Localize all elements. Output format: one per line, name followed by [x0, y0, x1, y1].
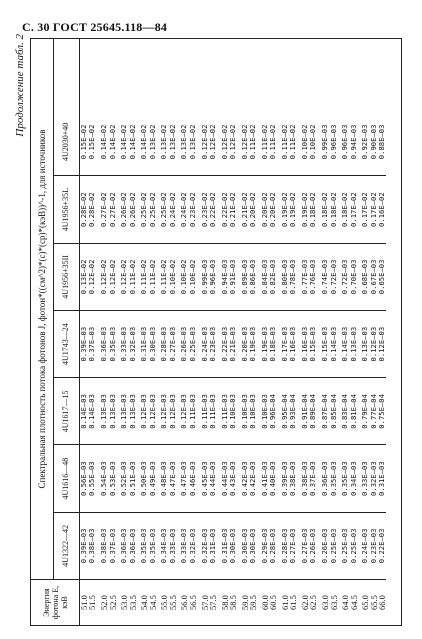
value-cell: 0.10E—03 0.10E—03	[240, 377, 260, 444]
source-header: 4U1956+35L	[53, 176, 79, 243]
value-cell: 0.29E—03 0.28E—03	[260, 512, 280, 579]
table-row	[320, 39, 340, 625]
energy-cell: 61.0 61.5	[280, 579, 300, 625]
value-cell: 0.12E—02 0.11E—02	[119, 243, 139, 310]
value-cell: 0.47E—03 0.46E—03	[179, 445, 199, 512]
value-cell: 0.68E—03 0.67E—03 0.65E—03	[360, 243, 386, 310]
value-cell: 0.11E—03 0.11E—03	[200, 377, 220, 444]
value-cell: 0.89E—03 0.86E—03	[240, 243, 260, 310]
energy-cell: 56.0 56.5	[179, 579, 199, 625]
value-cell: 0.31E—03 0.30E—03	[220, 512, 240, 579]
value-cell: 0.56E—03 0.55E—03	[79, 445, 99, 512]
value-cell: 0.44E—03 0.43E—03	[220, 445, 240, 512]
source-header: 4U1322—42	[53, 512, 79, 579]
table-continuation-label: Продолжение табл. 2	[14, 34, 26, 137]
value-cell: 0.91E—04 0.89E—04	[300, 377, 320, 444]
value-cell: 0.84E—03 0.82E—03	[260, 243, 280, 310]
value-cell: 0.18E—02 0.18E—02	[320, 176, 340, 243]
value-cell: 0.28E—02 0.28E—02	[79, 176, 99, 243]
table-row	[79, 39, 99, 625]
value-cell: 0.16E—03 0.15E—03	[300, 310, 320, 377]
value-cell: 0.17E—03 0.16E—03	[280, 310, 300, 377]
rotated-table-container	[12, 30, 410, 630]
value-cell: 0.12E—02 0.12E—02	[219, 124, 238, 160]
energy-cell: 58.0 58.5	[220, 579, 240, 625]
table-header	[31, 39, 80, 625]
value-cell: 0.12E—02 0.12E—02	[99, 243, 119, 310]
value-cell: 0.12E—02 0.12E—02	[199, 124, 217, 160]
value-cell: 0.12E—02 0.11E—02	[239, 124, 258, 160]
spectral-density-header: Спектральная плотность потока фотонов J, фотон*((см^2)*(с)*(ср)*(кэВ))^-1, для источников	[31, 39, 54, 579]
table-body	[79, 39, 401, 625]
table-row	[119, 39, 139, 625]
value-cell: 0.48E—03 0.47E—03	[159, 445, 179, 512]
value-cell: 0.24E—02 0.23E—02	[179, 176, 199, 243]
value-cell: 0.13E—03 0.12E—03 0.12E—03	[360, 310, 386, 377]
value-cell: 0.13E—02 0.13E—02	[179, 124, 197, 160]
value-cell: 0.87E—04 0.85E—04	[320, 377, 340, 444]
page-header: С. 30 ГОСТ 25645.118—84	[22, 20, 168, 34]
value-cell: 0.22E—02 0.21E—02	[220, 176, 240, 243]
table-row	[260, 39, 280, 625]
value-cell: 0.20E—03 0.19E—03	[240, 310, 260, 377]
source-header: 4U2030+40	[61, 122, 70, 162]
value-cell: 0.14E—03 0.13E—03	[340, 310, 360, 377]
value-cell: 0.19E—02 0.18E—02	[300, 176, 320, 243]
value-cell: 0.14E—03 0.14E—03	[79, 377, 99, 444]
value-cell: 0.15E—03 0.14E—03	[320, 310, 340, 377]
value-cell: 0.10E—02 0.10E—02	[179, 243, 199, 310]
value-cell: 0.92E—03 0.90E—03 0.88E—03	[360, 124, 387, 160]
value-cell: 0.10E—03 0.96E—04	[260, 377, 280, 444]
value-cell: 0.99E—03 0.96E—03	[200, 243, 220, 310]
value-cell: 0.14E—02 0.14E—02	[99, 124, 117, 160]
energy-cell: 55.0 55.5	[159, 579, 179, 625]
value-cell: 0.52E—03 0.51E—03	[119, 445, 139, 512]
value-cell: 0.50E—03 0.49E—03	[139, 445, 159, 512]
value-cell: 0.41E—03 0.40E—03	[260, 445, 280, 512]
value-cell: 0.19E—02 0.19E—02	[280, 176, 300, 243]
value-cell: 0.12E—03 0.11E—03	[179, 377, 199, 444]
value-cell: 0.96E—03 0.94E—03	[340, 124, 358, 160]
value-cell: 0.19E—03 0.18E—03	[260, 310, 280, 377]
value-cell: 0.11E—02 0.11E—02	[259, 124, 278, 160]
value-cell: 0.26E—02 0.26E—02	[119, 176, 139, 243]
energy-cell: 53.0 53.5	[119, 579, 139, 625]
data-table	[30, 38, 402, 626]
energy-cell: 60.0 60.5	[260, 579, 280, 625]
value-cell: 0.28E—03 0.27E—03	[159, 310, 179, 377]
energy-cell: 54.0 54.5	[139, 579, 159, 625]
value-cell: 0.32E—03 0.31E—03	[200, 512, 220, 579]
value-cell: 0.11E—02 0.11E—02	[139, 243, 159, 310]
table-row	[340, 39, 360, 625]
value-cell: 0.25E—02 0.24E—02	[159, 176, 179, 243]
value-cell: 0.39E—03 0.37E—03	[79, 310, 99, 377]
value-cell: 0.80E—03 0.78E—03	[280, 243, 300, 310]
source-header: 4U1743—24	[53, 310, 79, 377]
value-cell: 0.34E—03 0.33E—03	[159, 512, 179, 579]
value-cell: 0.20E—02 0.20E—02	[260, 176, 280, 243]
energy-cell: 51.0 51.5	[79, 579, 99, 625]
value-cell: 0.95E—04 0.93E—04	[280, 377, 300, 444]
value-cell: 0.27E—03 0.26E—03	[300, 512, 320, 579]
value-cell: 0.11E—02 0.11E—02	[279, 124, 298, 160]
value-cell: 0.26E—03 0.25E—03	[320, 512, 340, 579]
energy-cell: 59.0 59.5	[240, 579, 260, 625]
value-cell: 0.17E—02 0.17E—02 0.16E—02	[360, 176, 386, 243]
value-cell: 0.77E—03 0.76E—03	[300, 243, 320, 310]
value-cell: 0.33E—03 0.32E—03	[179, 512, 199, 579]
value-cell: 0.99E—03 0.96E—03	[320, 124, 338, 160]
value-cell: 0.94E—03 0.91E—03	[220, 243, 240, 310]
value-cell: 0.10E—02 0.10E—02	[300, 124, 318, 160]
value-cell: 0.25E—02 0.25E—02	[139, 176, 159, 243]
value-cell: 0.24E—03 0.23E—03 0.22E—03	[360, 512, 386, 579]
value-cell: 0.13E—03 0.13E—03	[119, 377, 139, 444]
value-cell: 0.31E—03 0.30E—03	[139, 310, 159, 377]
value-cell: 0.14E—02 0.13E—02	[139, 124, 157, 160]
table-row	[360, 39, 386, 625]
energy-cell: 63.0 63.5	[320, 579, 340, 625]
value-cell: 0.30E—03 0.30E—03	[240, 512, 260, 579]
value-cell: 0.38E—03 0.37E—03	[300, 445, 320, 512]
table-row	[159, 39, 179, 625]
table-row	[139, 39, 159, 625]
value-cell: 0.25E—03 0.25E—03	[340, 512, 360, 579]
table-row	[99, 39, 119, 625]
value-cell: 0.23E—02 0.22E—02	[200, 176, 220, 243]
value-cell: 0.36E—03 0.36E—03	[119, 512, 139, 579]
value-cell: 0.54E—03 0.53E—03	[99, 445, 119, 512]
value-cell: 0.33E—03 0.32E—03	[119, 310, 139, 377]
value-cell: 0.28E—03 0.27E—03	[280, 512, 300, 579]
value-cell: 0.18E—02 0.17E—02	[340, 176, 360, 243]
value-cell: 0.79E—04 0.77E—04 0.75E—04	[360, 377, 386, 444]
value-cell: 0.42E—03 0.42E—03	[240, 445, 260, 512]
value-cell: 0.39E—03 0.38E—03	[280, 445, 300, 512]
energy-cell: 64.0 64.5	[340, 579, 360, 625]
value-cell: 0.12E—03 0.12E—03	[159, 377, 179, 444]
value-cell: 0.38E—03 0.37E—03	[99, 512, 119, 579]
value-cell: 0.35E—03 0.35E—03	[139, 512, 159, 579]
value-cell: 0.36E—03 0.35E—03	[320, 445, 340, 512]
table-row	[280, 39, 300, 625]
value-cell: 0.12E—03 0.12E—03	[139, 377, 159, 444]
value-cell: 0.74E—03 0.72E—03	[320, 243, 340, 310]
source-header: 4U1956+35II	[53, 243, 79, 310]
energy-column-header: Энергия фотона Е, кэВ	[31, 579, 79, 625]
value-cell: 0.83E—04 0.81E—04	[340, 377, 360, 444]
value-cell: 0.24E—03 0.23E—03	[200, 310, 220, 377]
table-row	[240, 39, 260, 625]
value-cell: 0.11E—03 0.10E—03	[220, 377, 240, 444]
value-cell: 0.11E—02 0.10E—02	[159, 243, 179, 310]
value-cell: 0.15E—02 0.15E—02	[79, 124, 97, 160]
energy-cell: 57.0 57.5	[200, 579, 220, 625]
energy-cell: 52.0 52.5	[99, 579, 119, 625]
energy-cell: 65.0 65.5 66.0	[360, 579, 386, 625]
source-header: 4U1617—15	[53, 377, 79, 444]
value-cell: 0.36E—03 0.35E—03	[99, 310, 119, 377]
table-row	[220, 39, 240, 625]
value-cell: 0.33E—03 0.32E—03 0.31E—03	[360, 445, 386, 512]
value-cell: 0.13E—03 0.13E—03	[99, 377, 119, 444]
value-cell: 0.22E—03 0.21E—03	[220, 310, 240, 377]
value-cell: 0.13E—02 0.12E—02	[79, 243, 99, 310]
source-header: 4U1616—48	[53, 445, 79, 512]
value-cell: 0.27E—02 0.27E—02	[99, 176, 119, 243]
value-cell: 0.39E—03 0.38E—03	[79, 512, 99, 579]
value-cell: 0.72E—03 0.70E—03	[340, 243, 360, 310]
value-cell: 0.13E—02 0.13E—02	[159, 124, 177, 160]
value-cell: 0.45E—03 0.44E—03	[200, 445, 220, 512]
value-cell: 0.26E—03 0.25E—03	[179, 310, 199, 377]
value-cell: 0.21E—02 0.20E—02	[240, 176, 260, 243]
energy-cell: 62.0 62.5	[300, 579, 320, 625]
value-cell: 0.35E—03 0.34E—03	[340, 445, 360, 512]
value-cell: 0.14E—02 0.14E—02	[119, 124, 137, 160]
table-row	[200, 39, 220, 625]
table-row	[179, 39, 199, 625]
table-row	[300, 39, 320, 625]
